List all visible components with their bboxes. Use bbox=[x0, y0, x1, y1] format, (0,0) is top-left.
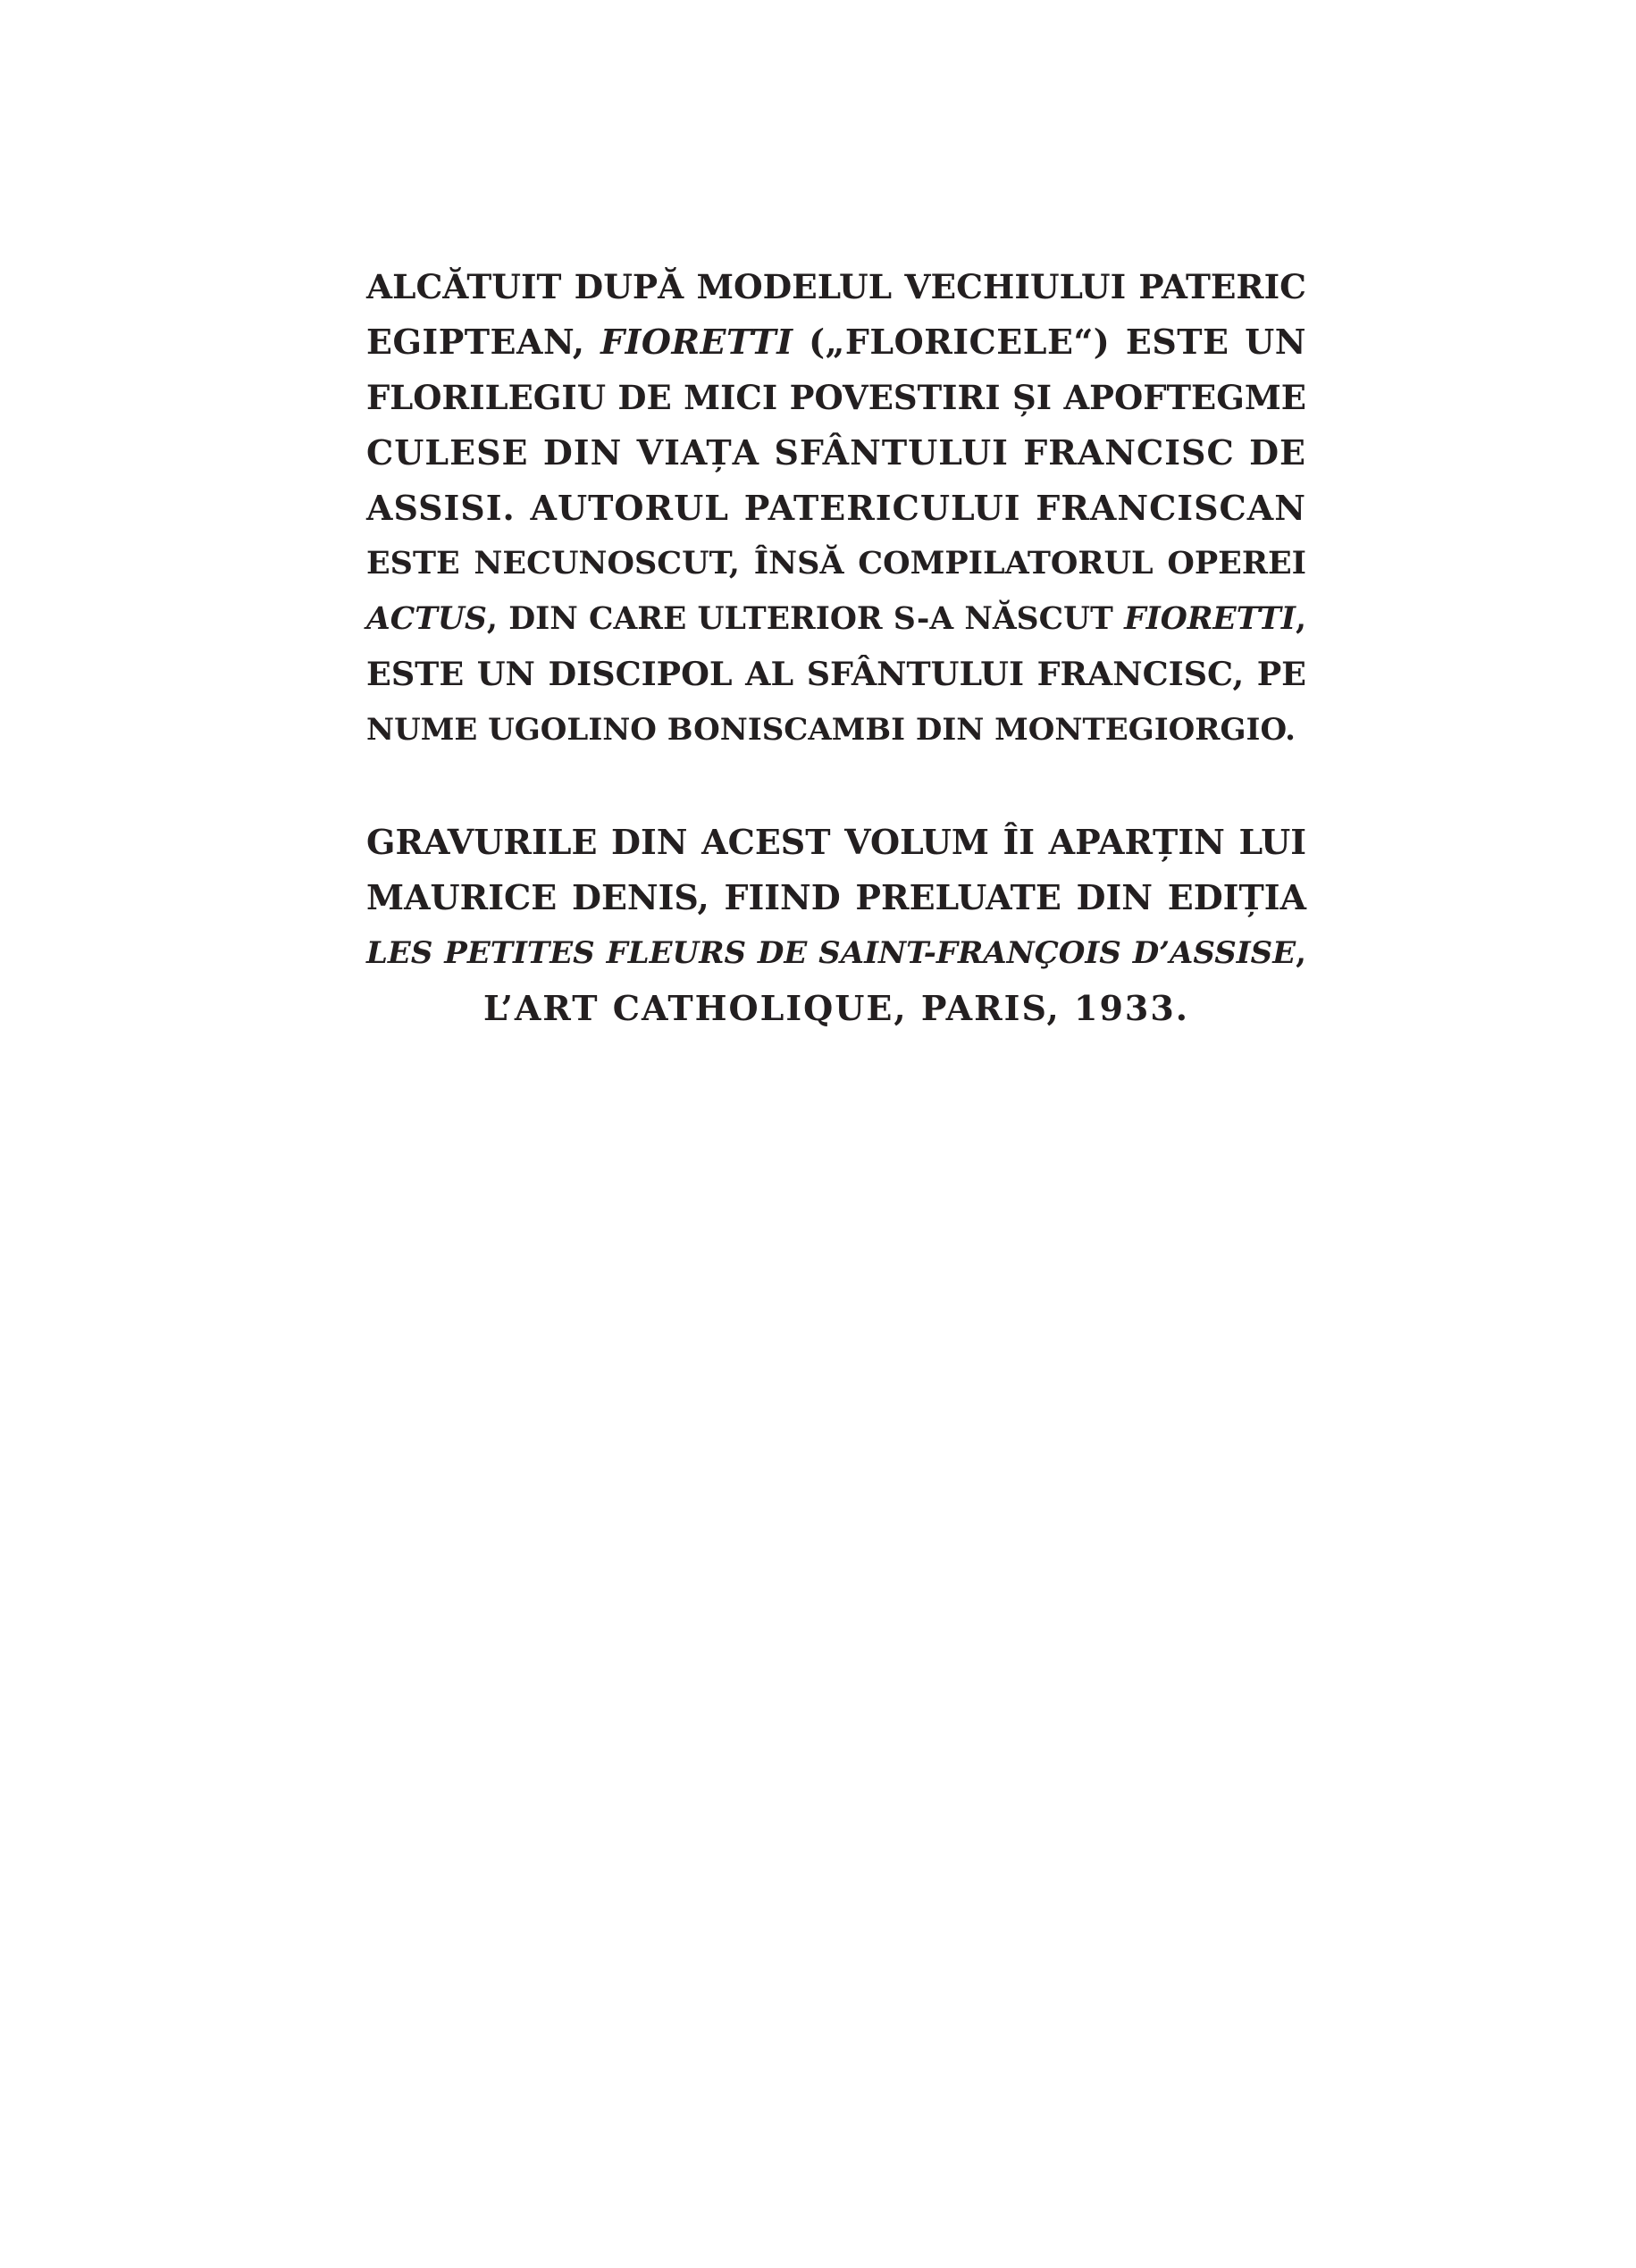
edition-title: LES PETITES FLEURS DE SAINT-FRANÇOIS D’ASSISE bbox=[366, 935, 1296, 971]
text-span: , bbox=[1295, 601, 1306, 637]
text-line: ALCĂTUIT DUPĂ MODELUL VECHIULUI PATERIC bbox=[366, 267, 1306, 306]
text-line: L’ART CATHOLIQUE, PARIS, 1933. bbox=[482, 988, 1189, 1028]
title-actus: ACTUS bbox=[366, 601, 487, 637]
title-fioretti: FIORETTI bbox=[600, 322, 793, 362]
about-paragraph bbox=[366, 259, 1306, 757]
text-span: , bbox=[1296, 935, 1306, 971]
text-line: NUME UGOLINO BONISCAMBI DIN MONTEGIORGIO. bbox=[366, 712, 1296, 748]
text-span: („FLORICELE“) ESTE UN bbox=[793, 322, 1306, 362]
text-line: ESTE NECUNOSCUT, ÎNSĂ COMPILATORUL OPEREI bbox=[366, 545, 1306, 582]
text-line: ASSISI. AUTORUL PATERICULUI FRANCISCAN bbox=[366, 488, 1306, 528]
text-line bbox=[366, 925, 1306, 981]
title-fioretti: FIORETTI bbox=[1124, 601, 1296, 637]
text-span: EGIPTEAN, bbox=[366, 322, 601, 362]
text-line: CULESE DIN VIAȚA SFÂNTULUI FRANCISC DE bbox=[366, 432, 1306, 473]
text-line bbox=[366, 591, 1306, 647]
text-line bbox=[366, 314, 1306, 370]
text-line: MAURICE DENIS, FIIND PRELUATE DIN EDIȚIA bbox=[366, 877, 1306, 917]
text-line: GRAVURILE DIN ACEST VOLUM ÎI APARȚIN LUI bbox=[366, 822, 1306, 862]
text-line: FLORILEGIU DE MICI POVESTIRI ȘI APOFTEGME bbox=[366, 378, 1306, 417]
engravings-note bbox=[366, 815, 1306, 1036]
text-span: , DIN CARE ULTERIOR S-A NĂSCUT bbox=[486, 601, 1125, 637]
text-line: ESTE UN DISCIPOL AL SFÂNTULUI FRANCISC, PE bbox=[366, 655, 1306, 693]
